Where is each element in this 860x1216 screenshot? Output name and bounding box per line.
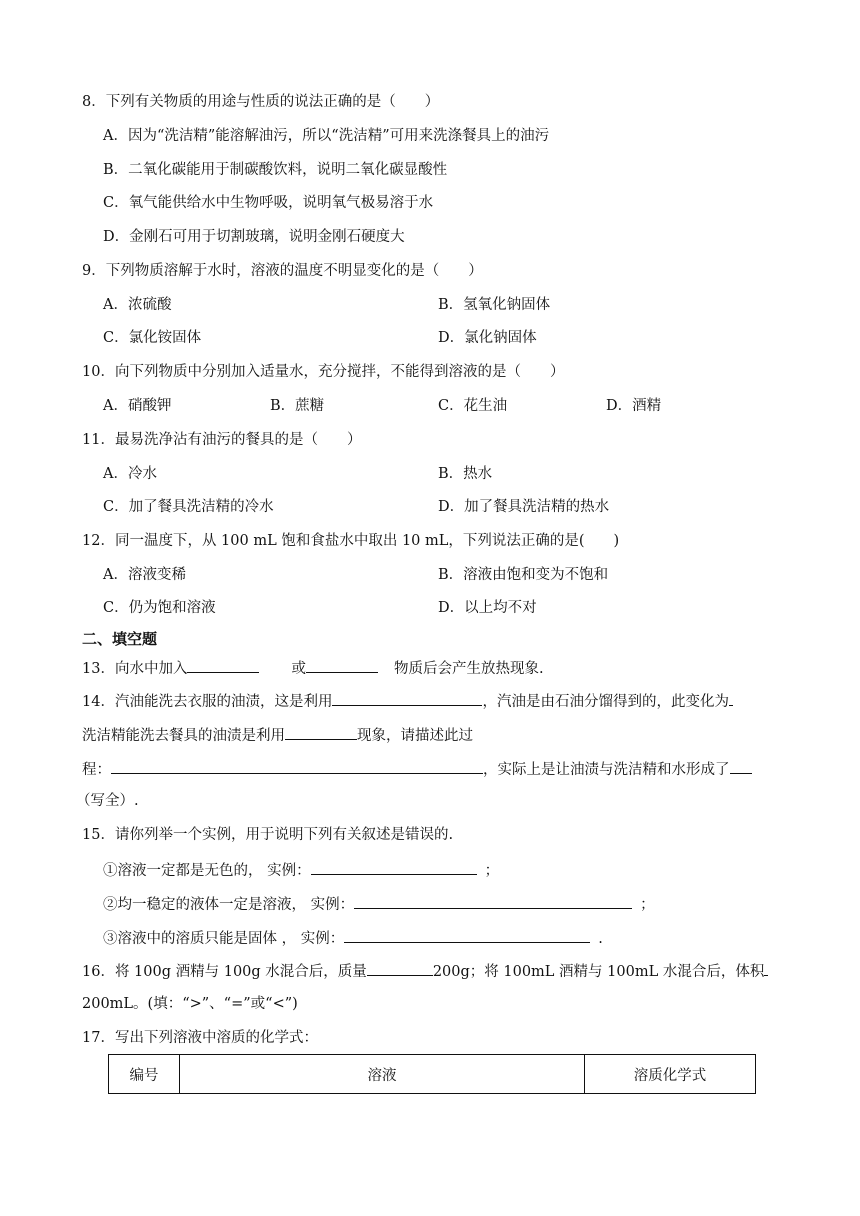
answer-blank[interactable] bbox=[306, 657, 378, 673]
question-14-text-2: ，汽油是由石油分馏得到的，此变化为 bbox=[482, 694, 729, 710]
answer-blank[interactable] bbox=[187, 657, 259, 673]
question-16-text-1: 16．将 100g 酒精与 100g 水混合后，质量 bbox=[82, 964, 367, 980]
question-17-stem: 17．写出下列溶液中溶质的化学式： bbox=[82, 1030, 318, 1046]
question-13-text-3: 物质后会产生放热现象. bbox=[393, 661, 544, 677]
answer-blank[interactable] bbox=[730, 758, 752, 774]
question-11-option-a: A．冷水 bbox=[103, 466, 157, 482]
question-15-item-3-text: ③溶液中的溶质只能是固体 ， 实例： bbox=[103, 931, 345, 947]
question-9-option-a: A．浓硫酸 bbox=[103, 297, 172, 313]
solute-table bbox=[108, 1054, 756, 1094]
question-10-stem: 10．向下列物质中分别加入适量水，充分搅拌，不能得到溶液的是（ ） bbox=[82, 364, 565, 380]
question-8-option-b: B．二氧化碳能用于制碳酸饮料，说明二氧化碳显酸性 bbox=[103, 162, 448, 178]
question-9-option-c: C．氯化铵固体 bbox=[103, 330, 202, 346]
table-header-solution: 溶液 bbox=[180, 1055, 585, 1094]
question-9-stem: 9．下列物质溶解于水时，溶液的温度不明显变化的是（ ） bbox=[82, 263, 483, 279]
table-header-formula: 溶质化学式 bbox=[585, 1055, 756, 1094]
question-11-option-b: B．热水 bbox=[438, 466, 493, 482]
question-15-item-1-end: ； bbox=[484, 863, 500, 879]
answer-blank[interactable] bbox=[764, 960, 768, 976]
question-12-option-b: B．溶液由饱和变为不饱和 bbox=[438, 567, 609, 583]
section-heading: 二、填空题 bbox=[82, 630, 158, 648]
question-9-option-b: B．氢氧化钠固体 bbox=[438, 297, 551, 313]
question-10-option-b: B．蔗糖 bbox=[270, 398, 325, 414]
question-14-line-1 bbox=[82, 690, 733, 712]
question-16-line-2: 200mL。(填：“>”、“=”或“<”) bbox=[82, 996, 298, 1012]
question-15-item-3-end: . bbox=[598, 931, 603, 947]
question-15-item-3 bbox=[103, 927, 603, 949]
answer-blank[interactable] bbox=[285, 724, 357, 740]
question-10-option-a: A．硝酸钾 bbox=[103, 398, 172, 414]
question-14-text-3: 洗洁精能洗去餐具的油渍是利用 bbox=[82, 728, 285, 744]
question-15-item-2 bbox=[103, 893, 655, 915]
answer-blank[interactable] bbox=[111, 758, 483, 774]
question-8-option-a: A．因为“洗洁精”能溶解油污，所以“洗洁精”可用来洗涤餐具上的油污 bbox=[103, 128, 550, 144]
question-15-item-1-text: ①溶液一定都是无色的， 实例： bbox=[103, 863, 311, 879]
question-10-option-c: C．花生油 bbox=[438, 398, 508, 414]
answer-blank[interactable] bbox=[354, 893, 632, 909]
answer-blank[interactable] bbox=[332, 690, 482, 706]
question-15-stem: 15．请你列举一个实例，用于说明下列有关叙述是错误的. bbox=[82, 827, 454, 843]
table-header-number: 编号 bbox=[109, 1055, 180, 1094]
question-12-option-c: C．仍为饱和溶液 bbox=[103, 600, 216, 616]
question-9-option-d: D．氯化钠固体 bbox=[438, 330, 537, 346]
question-8-stem: 8．下列有关物质的用途与性质的说法正确的是（ ） bbox=[82, 94, 440, 110]
question-12-stem: 12．同一温度下，从 100 mL 饱和食盐水中取出 10 mL，下列说法正确的是( ) bbox=[82, 533, 620, 549]
question-14-line-3 bbox=[82, 758, 752, 780]
question-13-text-2: 或 bbox=[291, 661, 306, 677]
question-8-option-d: D．金刚石可用于切割玻璃，说明金刚石硬度大 bbox=[103, 229, 405, 245]
answer-blank[interactable] bbox=[729, 690, 733, 706]
question-8-option-c: C．氧气能供给水中生物呼吸，说明氧气极易溶于水 bbox=[103, 195, 434, 211]
question-15-item-2-text: ②均一稳定的液体一定是溶液， 实例： bbox=[103, 897, 355, 913]
question-14-line-4: （写全）. bbox=[76, 793, 139, 809]
question-12-option-a: A．溶液变稀 bbox=[103, 567, 186, 583]
question-14-line-2 bbox=[82, 724, 473, 746]
answer-blank[interactable] bbox=[344, 927, 590, 943]
question-11-option-c: C．加了餐具洗洁精的冷水 bbox=[103, 499, 274, 515]
question-16-text-2: 200g；将 100mL 酒精与 100mL 水混合后，体积 bbox=[432, 964, 765, 980]
question-10-option-d: D．酒精 bbox=[606, 398, 662, 414]
question-13 bbox=[82, 657, 544, 679]
question-12-option-d: D．以上均不对 bbox=[438, 600, 537, 616]
answer-blank[interactable] bbox=[367, 960, 433, 976]
question-14-text-6: ，实际上是让油渍与洗洁精和水形成了 bbox=[483, 762, 730, 778]
question-14-text-4: 现象，请描述此过 bbox=[357, 728, 473, 744]
answer-blank[interactable] bbox=[311, 859, 477, 875]
question-11-option-d: D．加了餐具洗洁精的热水 bbox=[438, 499, 610, 515]
question-16-line-1 bbox=[82, 960, 768, 982]
question-11-stem: 11．最易洗净沾有油污的餐具的是（ ） bbox=[82, 432, 362, 448]
question-14-text-5: 程： bbox=[82, 762, 111, 778]
question-14-text-1: 14．汽油能洗去衣服的油渍，这是利用 bbox=[82, 694, 333, 710]
question-15-item-1 bbox=[103, 859, 499, 881]
question-15-item-2-end: ； bbox=[640, 897, 655, 913]
question-13-text-1: 13．向水中加入 bbox=[82, 661, 188, 677]
table-header-row bbox=[109, 1055, 756, 1094]
